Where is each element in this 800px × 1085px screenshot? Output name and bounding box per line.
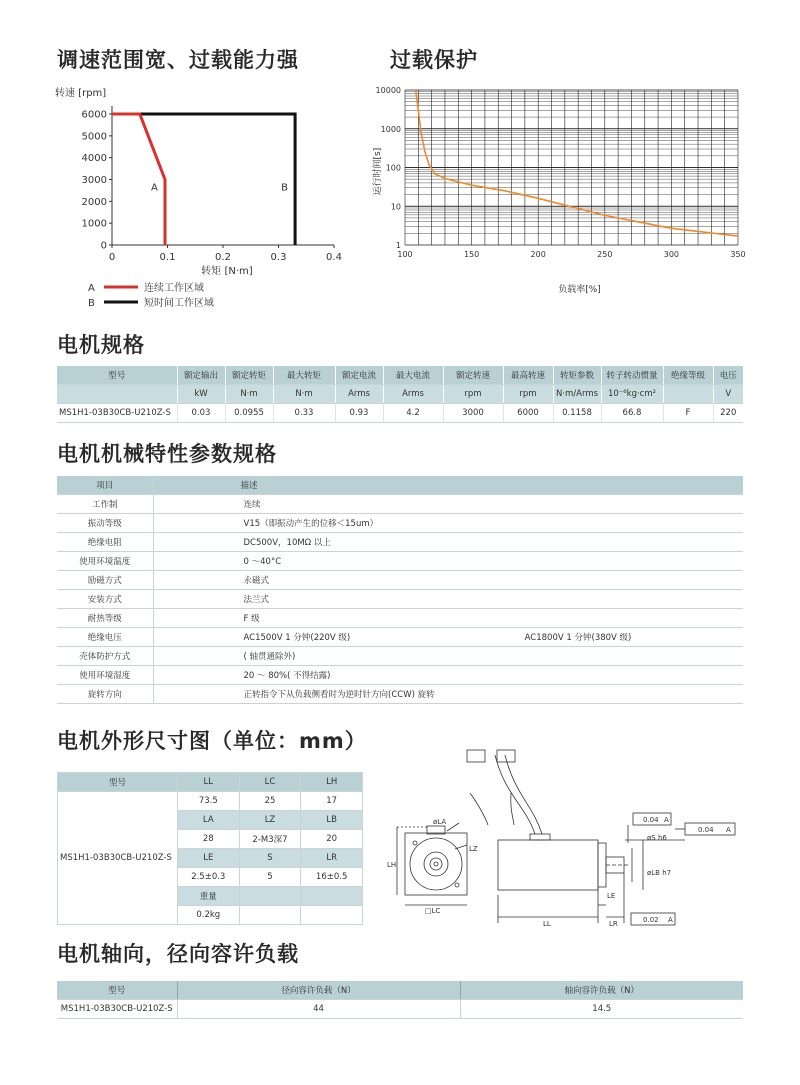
mech-desc2-cell (435, 552, 743, 571)
table-row (57, 514, 743, 533)
dim-model-cell: MS1H1-03B30CB-U210Z-S (58, 792, 178, 925)
overload-chart (365, 80, 760, 305)
spec-header-cell: 电压 (713, 366, 743, 385)
annotation-a: A (151, 182, 158, 194)
mech-desc2-cell (435, 533, 743, 552)
dim-value-cell (239, 906, 301, 925)
legend-label: 连续工作区域 (144, 283, 204, 294)
mech-desc2-cell (435, 571, 743, 590)
mech-header-item: 项目 (57, 476, 153, 495)
mech-desc2-cell (435, 495, 743, 514)
spec-unit-cell: rpm (443, 385, 503, 404)
y-tick-label: 10000 (375, 86, 401, 95)
table-row (57, 552, 743, 571)
dimension-table (57, 772, 363, 925)
spec-unit-cell (663, 385, 713, 404)
dim-header-cell: LL (177, 773, 239, 792)
mech-desc2-cell: AC1800V 1 分钟(380V 级) (435, 628, 743, 647)
overload-protection-title: 过载保护 (390, 48, 478, 72)
y-tick-label: 4000 (81, 153, 107, 165)
y-tick-label: 10 (390, 202, 401, 212)
dim-value-cell: 0.2kg (177, 906, 239, 925)
mech-spec-title: 电机机械特性参数规格 (57, 442, 277, 466)
dim-value-cell (239, 887, 301, 906)
dim-value-cell: 17 (301, 792, 363, 811)
table-row (57, 666, 743, 685)
y-tick-label: 100 (385, 163, 401, 173)
spec-unit-cell: 10⁻⁶kg·cm² (601, 385, 663, 404)
spec-value-cell: MS1H1-03B30CB-U210Z-S (57, 404, 177, 423)
mech-item-cell: 使用环境湿度 (57, 666, 153, 685)
lh-label: LH (387, 861, 397, 869)
front-body-circle (410, 838, 462, 890)
speed-torque-chart (50, 80, 360, 310)
mech-desc2-cell (435, 647, 743, 666)
spec-unit-cell: kW (177, 385, 225, 404)
x-tick-label: 0.1 (159, 252, 176, 263)
mech-desc2-cell (435, 609, 743, 628)
load-radial-value: 44 (177, 1000, 460, 1019)
lr-label: LR (609, 920, 618, 928)
dim-header-cell: LC (239, 773, 301, 792)
dim-value-cell: LA (177, 811, 239, 830)
front-flange (405, 833, 467, 895)
lb-label: øLB h7 (647, 869, 672, 877)
spec-value-cell: 0.0955 (225, 404, 273, 423)
load-model: MS1H1-03B30CB-U210Z-S (57, 1000, 177, 1019)
table-row (57, 609, 743, 628)
mech-desc-cell: 正转指令下从负载侧看时为逆时针方向(CCW) 旋转 (153, 685, 435, 704)
mech-desc-cell: 0 ～40°C (153, 552, 435, 571)
mech-desc2-cell (435, 666, 743, 685)
dim-value-cell: 73.5 (177, 792, 239, 811)
dim-value-cell: LZ (239, 811, 301, 830)
spec-unit-cell: N·m/Arms (553, 385, 601, 404)
spec-value-cell: 0.33 (273, 404, 335, 423)
mech-item-cell: 耐热等级 (57, 609, 153, 628)
y-tick-label: 5000 (81, 131, 107, 143)
dim-value-cell: 25 (239, 792, 301, 811)
spec-header-cell: 转子转动惯量 (601, 366, 663, 385)
dim-value-cell (301, 906, 363, 925)
legend-key: B (88, 298, 95, 309)
dimension-title: 电机外形尺寸图（单位：mm） (57, 729, 367, 753)
le-label: LE (607, 892, 616, 900)
motor-body (498, 840, 598, 890)
table-row (57, 685, 743, 704)
mech-desc-cell: 永磁式 (153, 571, 435, 590)
motor-spec-title: 电机规格 (57, 333, 145, 357)
spec-value-cell: F (663, 404, 713, 423)
x-tick-label: 0 (108, 252, 116, 263)
spec-header-cell: 绝缘等级 (663, 366, 713, 385)
mech-desc-cell: 连续 (153, 495, 435, 514)
dim-value-cell: S (239, 849, 301, 868)
dim-value-cell: 重量 (177, 887, 239, 906)
table-row (57, 590, 743, 609)
mech-desc2-cell (435, 685, 743, 704)
dim-value-cell: LE (177, 849, 239, 868)
dim-header-cell: LH (301, 773, 363, 792)
mech-item-cell: 旋转方向 (57, 685, 153, 704)
x-tick-label: 0.3 (270, 252, 287, 263)
datum-ref-1: A (664, 816, 669, 824)
legend-key: A (88, 283, 95, 294)
load-header-model: 型号 (57, 981, 177, 1000)
mech-item-cell: 工作制 (57, 495, 153, 514)
load-header-axial: 轴向容许负载（N） (460, 981, 743, 1000)
s-label: øS h6 (647, 834, 667, 842)
overload-curve (416, 90, 738, 236)
spec-header-cell: 最大电流 (383, 366, 443, 385)
mech-spec-table (57, 476, 743, 704)
spec-unit-cell: V (713, 385, 743, 404)
y-tick-label: 1000 (380, 124, 401, 134)
spec-unit-cell: Arms (335, 385, 383, 404)
datum-ref-2: A (726, 826, 731, 834)
table-row (57, 533, 743, 552)
dim-value-cell: 5 (239, 868, 301, 887)
tol2-label: 0.04 (698, 826, 714, 834)
ll-label: LL (543, 920, 551, 928)
y-axis-label: 运行时间[s] (373, 147, 383, 196)
x-tick-label: 200 (530, 250, 546, 259)
spec-header-cell: 最大转矩 (273, 366, 335, 385)
spec-value-cell: 220 (713, 404, 743, 423)
mech-item-cell: 使用环境温度 (57, 552, 153, 571)
x-axis-label: 转矩 [N·m] (201, 266, 253, 277)
mech-item-cell: 振动等级 (57, 514, 153, 533)
spec-value-cell: 0.93 (335, 404, 383, 423)
mech-item-cell: 励磁方式 (57, 571, 153, 590)
spec-unit-cell: Arms (383, 385, 443, 404)
spec-value-cell: 3000 (443, 404, 503, 423)
mech-desc2-cell (435, 514, 743, 533)
spec-unit-cell: rpm (503, 385, 553, 404)
y-tick-label: 3000 (81, 175, 107, 186)
dim-value-cell (301, 887, 363, 906)
spec-value-cell: 6000 (503, 404, 553, 423)
mech-desc-cell: DC500V，10MΩ 以上 (153, 533, 435, 552)
y-tick-label: 0 (100, 240, 107, 252)
datum-ref-3: A (668, 916, 673, 924)
speed-range-title: 调速范围宽、过载能力强 (57, 48, 299, 72)
x-tick-label: 350 (730, 250, 746, 259)
mech-desc-cell: 20 ～ 80%( 不得结露) (153, 666, 435, 685)
spec-unit-cell: N·m (273, 385, 335, 404)
x-tick-label: 0.4 (326, 252, 342, 263)
spec-unit-cell (57, 385, 177, 404)
table-row (57, 571, 743, 590)
mech-desc-cell: ( 轴贯通除外) (153, 647, 435, 666)
legend-label: 短时间工作区域 (144, 298, 214, 309)
table-row (57, 647, 743, 666)
mech-header-desc: 描述 (153, 476, 743, 495)
mech-desc-cell: F 级 (153, 609, 435, 628)
spec-header-cell: 额定转速 (443, 366, 503, 385)
mech-item-cell: 绝缘电压 (57, 628, 153, 647)
lz-label: LZ (469, 845, 478, 853)
dim-value-cell: 20 (301, 830, 363, 849)
tol1-label: 0.04 (643, 816, 659, 824)
motor-spec-table (57, 366, 743, 423)
spec-header-cell: 型号 (57, 366, 177, 385)
la-label: øLA (433, 818, 447, 826)
annotation-b: B (281, 182, 289, 194)
x-tick-label: 0.2 (215, 252, 231, 263)
dim-value-cell: LR (301, 849, 363, 868)
mech-desc-cell: AC1500V 1 分钟(220V 级) (153, 628, 435, 647)
mech-item-cell: 安装方式 (57, 590, 153, 609)
series-line (112, 114, 295, 245)
y-tick-label: 2000 (81, 196, 107, 208)
spec-unit-cell: N·m (225, 385, 273, 404)
dim-value-cell: 16±0.5 (301, 868, 363, 887)
dim-value-cell: LB (301, 811, 363, 830)
allowable-load-title: 电机轴向，径向容许负载 (57, 942, 299, 966)
x-tick-label: 150 (463, 250, 480, 259)
spec-header-cell: 转矩参数 (553, 366, 601, 385)
x-tick-label: 250 (597, 250, 613, 259)
load-header-radial: 径向容许负载（N） (177, 981, 460, 1000)
mech-desc-cell: V15（即振动产生的位移＜15um） (153, 514, 435, 533)
mech-item-cell: 绝缘电阻 (57, 533, 153, 552)
lc-label: □LC (425, 907, 441, 915)
spec-value-cell: 0.03 (177, 404, 225, 423)
spec-value-cell: 66.8 (601, 404, 663, 423)
y-tick-label: 1 (395, 241, 401, 250)
spec-header-cell: 额定转矩 (225, 366, 273, 385)
tol3-label: 0.02 (643, 916, 659, 924)
y-axis-label: 转速 [rpm] (55, 88, 107, 99)
spec-value-cell: 4.2 (383, 404, 443, 423)
x-axis-label: 负载率[%] (558, 285, 601, 295)
load-axial-value: 14.5 (460, 1000, 743, 1019)
spec-header-cell: 最高转速 (503, 366, 553, 385)
y-tick-label: 1000 (81, 218, 107, 230)
series-line (112, 114, 165, 245)
spec-value-cell: 0.1158 (553, 404, 601, 423)
x-tick-label: 300 (663, 250, 680, 259)
x-tick-label: 100 (397, 250, 413, 259)
dim-value-cell: 2.5±0.3 (177, 868, 239, 887)
spec-header-cell: 额定输出 (177, 366, 225, 385)
dim-value-cell: 2-M3深7 (239, 830, 301, 849)
table-row (57, 628, 743, 647)
allowable-load-table (57, 981, 743, 1019)
spec-header-cell: 额定电流 (335, 366, 383, 385)
dim-value-cell: 28 (177, 830, 239, 849)
motor-outline-drawing (385, 745, 760, 930)
mech-item-cell: 壳体防护方式 (57, 647, 153, 666)
mech-desc-cell: 法兰式 (153, 590, 435, 609)
mech-desc2-cell (435, 590, 743, 609)
table-row (57, 495, 743, 514)
y-tick-label: 6000 (81, 109, 107, 121)
dim-header-model: 型号 (58, 773, 178, 792)
